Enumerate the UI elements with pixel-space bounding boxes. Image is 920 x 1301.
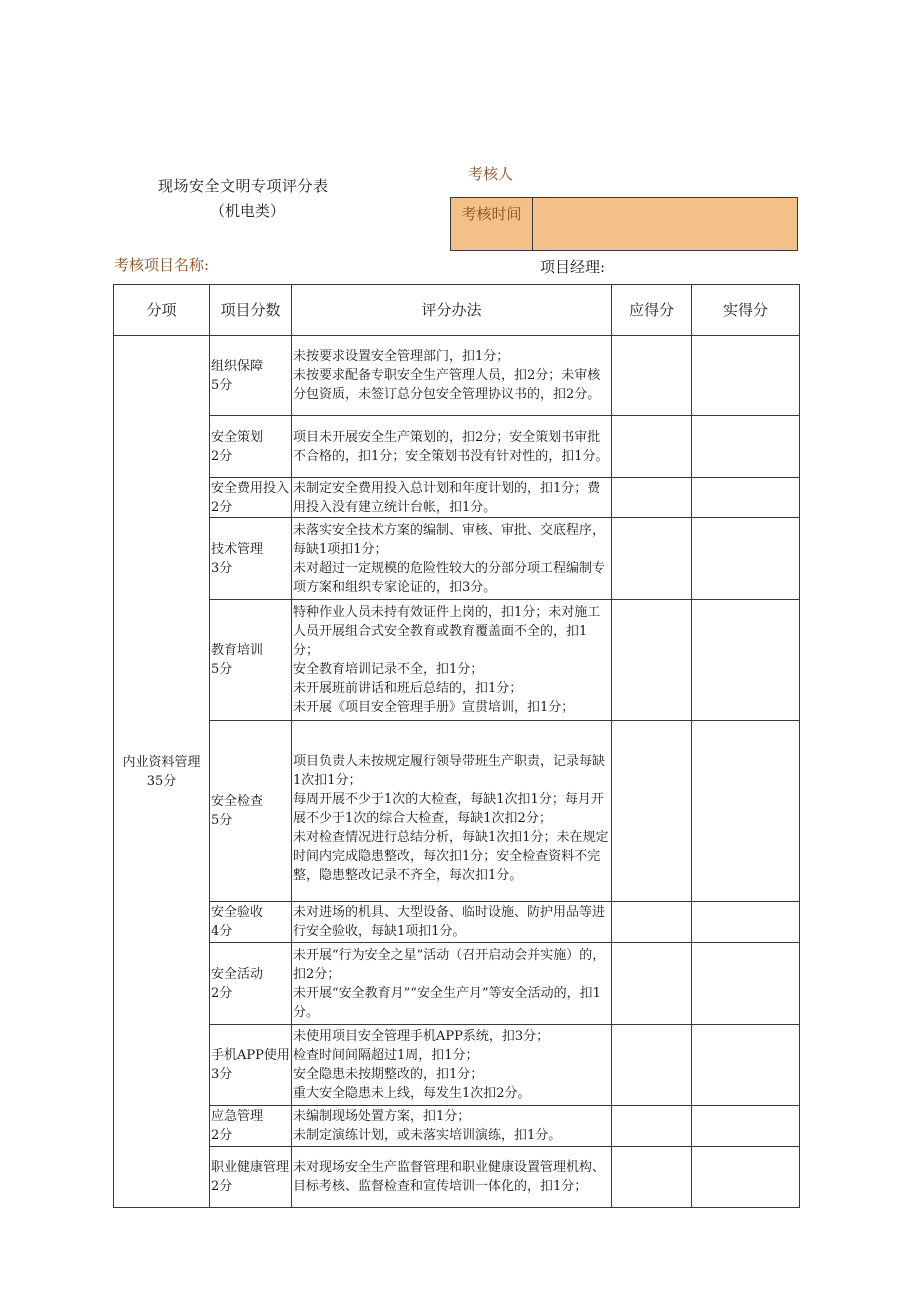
scoring-method: 未制定安全费用投入总计划和年度计划的，扣1分；费用投入没有建立统计台帐，扣1分。 (292, 478, 612, 518)
table-row (114, 518, 800, 600)
item-score: 技术管理 3分 (210, 518, 292, 600)
table-row (114, 478, 800, 518)
table-row (114, 336, 800, 416)
scoring-method: 未落实安全技术方案的编制、审核、审批、交底程序，每缺1项扣1分； 未对超过一定规模的危险性较大的分部分项工程编制专项方案和组织专家论证的，扣3分。 (292, 518, 612, 600)
section-label: 内业资料管理35分 (114, 336, 210, 1208)
examination-time-label: 考核时间 (451, 198, 533, 250)
expected-score-cell[interactable] (612, 518, 692, 600)
scoring-method: 未开展“行为安全之星”活动（召开启动会并实施）的，扣2分； 未开展“安全教育月”“安全生产月”等安全活动的，扣1分。 (292, 943, 612, 1025)
actual-score-cell[interactable] (692, 416, 800, 478)
expected-score-cell[interactable] (612, 416, 692, 478)
page-title: 现场安全文明专项评分表 (158, 177, 329, 195)
item-score: 安全验收 4分 (210, 902, 292, 943)
actual-score-cell[interactable] (692, 902, 800, 943)
item-score: 安全策划 2分 (210, 416, 292, 478)
scoring-table (113, 284, 800, 1208)
expected-score-cell[interactable] (612, 600, 692, 721)
table-row (114, 600, 800, 721)
column-header-method: 评分办法 (292, 285, 612, 336)
actual-score-cell[interactable] (692, 478, 800, 518)
scoring-method: 项目未开展安全生产策划的，扣2分；安全策划书审批不合格的，扣1分；安全策划书没有针对性的，扣1分。 (292, 416, 612, 478)
examiner-label: 考核人 (468, 165, 514, 183)
table-row (114, 1147, 800, 1208)
table-row (114, 416, 800, 478)
expected-score-cell[interactable] (612, 1147, 692, 1208)
item-score: 教育培训 5分 (210, 600, 292, 721)
page-subtitle: （机电类） (210, 202, 286, 220)
item-score: 组织保障 5分 (210, 336, 292, 416)
table-row (114, 943, 800, 1025)
actual-score-cell[interactable] (692, 1106, 800, 1147)
expected-score-cell[interactable] (612, 478, 692, 518)
table-row (114, 1025, 800, 1106)
column-header-actual-score: 实得分 (692, 285, 800, 336)
scoring-method: 项目负责人未按规定履行领导带班生产职责，记录每缺1次扣1分； 每周开展不少于1次的大检查，每缺1次扣1分；每月开展不少于1次的综合大检查，每缺1次扣2分； 未对检查情况进行总结分析，每缺1次扣1分；未在规定时间内完成隐患整改，每次扣1分；安全检查资料不完整，隐患整改记录不齐全，每次扣1分。 (292, 721, 612, 902)
column-header-item-score: 项目分数 (210, 285, 292, 336)
item-score: 安全费用投入 2分 (210, 478, 292, 518)
actual-score-cell[interactable] (692, 518, 800, 600)
expected-score-cell[interactable] (612, 902, 692, 943)
table-row (114, 721, 800, 902)
scoring-method: 未对进场的机具、大型设备、临时设施、防护用品等进行安全验收，每缺1项扣1分。 (292, 902, 612, 943)
scoring-method: 特种作业人员未持有效证件上岗的，扣1分；未对施工人员开展组合式安全教育或教育覆盖面不全的，扣1分； 安全教育培训记录不全，扣1分； 未开展班前讲话和班后总结的，扣1分； 未开展《项目安全管理手册》宣贯培训，扣1分； (292, 600, 612, 721)
actual-score-cell[interactable] (692, 943, 800, 1025)
actual-score-cell[interactable] (692, 600, 800, 721)
expected-score-cell[interactable] (612, 1025, 692, 1106)
expected-score-cell[interactable] (612, 1106, 692, 1147)
column-header-expected-score: 应得分 (612, 285, 692, 336)
actual-score-cell[interactable] (692, 1147, 800, 1208)
item-score: 安全检查 5分 (210, 721, 292, 902)
item-score: 安全活动 2分 (210, 943, 292, 1025)
actual-score-cell[interactable] (692, 336, 800, 416)
actual-score-cell[interactable] (692, 1025, 800, 1106)
scoring-method: 未编制现场处置方案，扣1分； 未制定演练计划，或未落实培训演练，扣1分。 (292, 1106, 612, 1147)
scoring-method: 未按要求设置安全管理部门，扣1分； 未按要求配备专职安全生产管理人员，扣2分；未审核分包资质，未签订总分包安全管理协议书的，扣2分。 (292, 336, 612, 416)
item-score: 应急管理 2分 (210, 1106, 292, 1147)
scoring-method: 未使用项目安全管理手机APP系统，扣3分； 检查时间间隔超过1周，扣1分； 安全隐患未按期整改的，扣1分； 重大安全隐患未上线，每发生1次扣2分。 (292, 1025, 612, 1106)
expected-score-cell[interactable] (612, 721, 692, 902)
item-score: 手机APP使用 3分 (210, 1025, 292, 1106)
item-score: 职业健康管理 2分 (210, 1147, 292, 1208)
table-row (114, 902, 800, 943)
column-header-category: 分项 (114, 285, 210, 336)
scoring-method: 未对现场安全生产监督管理和职业健康设置管理机构、目标考核、监督检查和宣传培训一体化的，扣1分； (292, 1147, 612, 1208)
table-row (114, 1106, 800, 1147)
project-manager-label: 项目经理: (540, 258, 606, 276)
actual-score-cell[interactable] (692, 721, 800, 902)
expected-score-cell[interactable] (612, 336, 692, 416)
examination-time-box[interactable] (450, 197, 798, 251)
project-name-label: 考核项目名称: (114, 256, 210, 274)
expected-score-cell[interactable] (612, 943, 692, 1025)
